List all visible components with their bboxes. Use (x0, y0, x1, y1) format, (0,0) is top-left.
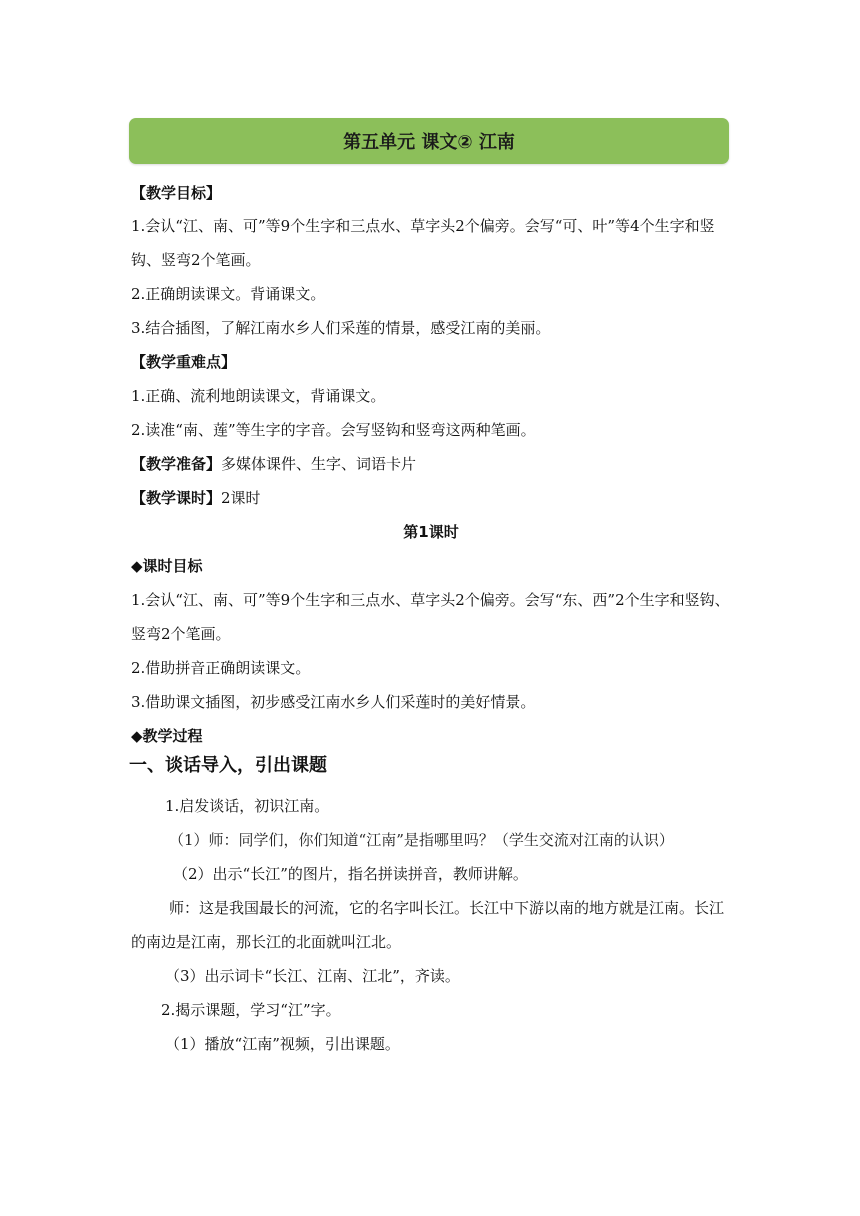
key-points-heading: 【教学重难点】 (131, 353, 237, 371)
process-step: （2）出示“长江”的图片，指名拼读拼音，教师讲解。 (173, 865, 528, 883)
lesson-title: 第1课时 (403, 523, 459, 541)
title-banner (129, 118, 729, 164)
page-title: 第五单元 课文② 江南 (343, 132, 515, 153)
process-step: （3）出示词卡“长江、江南、江北”，齐读。 (165, 967, 460, 985)
key-point-item: 2.读准“南、莲”等生字的字音。会写竖钩和竖弯这两种笔画。 (131, 421, 536, 439)
preparation-label: 【教学准备】 (131, 455, 222, 473)
objective-item: 3.结合插图，了解江南水乡人们采莲的情景，感受江南的美丽。 (131, 319, 551, 337)
periods-row (131, 481, 731, 515)
goal-item: 1.会认“江、南、可”等9个生字和三点水、草字头2个偏旁。会写“东、西”2个生字和竖钩、竖弯2个笔画。 (131, 591, 730, 643)
process-step: （1）师：同学们，你们知道“江南”是指哪里吗？（学生交流对江南的认识） (169, 831, 674, 849)
process-heading: ◆教学过程 (131, 727, 203, 745)
preparation-row (131, 447, 731, 481)
goal-item: 2.借助拼音正确朗读课文。 (131, 659, 311, 677)
periods-value: 2课时 (221, 489, 261, 507)
preparation-value: 多媒体课件、生字、词语卡片 (221, 455, 417, 473)
process-step: 1.启发谈话，初识江南。 (165, 797, 330, 815)
goals-heading: ◆课时目标 (131, 557, 203, 575)
document-body (131, 181, 731, 1061)
objective-item: 2.正确朗读课文。背诵课文。 (131, 285, 326, 303)
periods-label: 【教学课时】 (131, 489, 222, 507)
process-step: 师：这是我国最长的河流，它的名字叫长江。长江中下游以南的地方就是江南。长江的南边是江南，那长江的北面就叫江北。 (131, 899, 725, 951)
objectives-heading: 【教学目标】 (131, 184, 222, 202)
section-heading: 一、谈话导入，引出课题 (129, 755, 327, 776)
goal-item: 3.借助课文插图，初步感受江南水乡人们采莲时的美好情景。 (131, 693, 536, 711)
key-point-item: 1.正确、流利地朗读课文，背诵课文。 (131, 387, 386, 405)
objective-item: 1.会认“江、南、可”等9个生字和三点水、草字头2个偏旁。会写“可、叶”等4个生字和竖钩、竖弯2个笔画。 (131, 217, 715, 269)
process-step: 2.揭示课题，学习“江”字。 (161, 1001, 341, 1019)
process-step: （1）播放“江南”视频，引出课题。 (165, 1035, 400, 1053)
